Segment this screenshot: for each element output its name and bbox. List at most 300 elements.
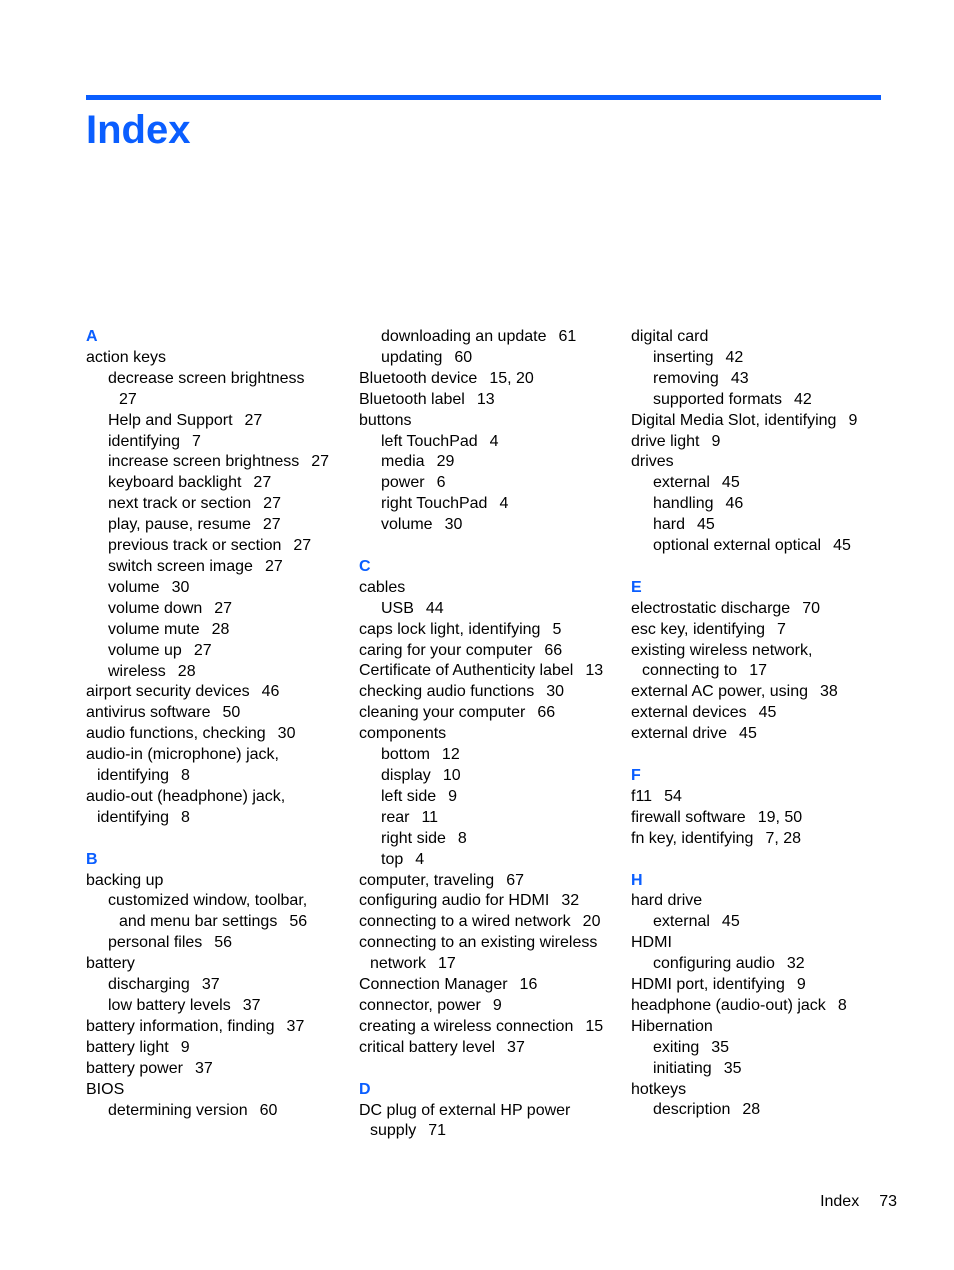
entry-page-ref[interactable]: 45 bbox=[758, 704, 777, 722]
index-entry bbox=[86, 682, 348, 703]
entry-page-ref[interactable]: 4 bbox=[415, 850, 425, 868]
entry-page-ref[interactable]: 42 bbox=[793, 390, 812, 408]
entry-term: volume bbox=[108, 578, 160, 596]
entry-term: and menu bar settings bbox=[119, 913, 278, 931]
index-entry bbox=[86, 703, 348, 724]
entry-term: volume bbox=[381, 516, 433, 534]
section-letter: H bbox=[631, 871, 643, 889]
entry-page-ref[interactable]: 8 bbox=[181, 767, 190, 785]
entry-page-ref[interactable]: 9 bbox=[180, 1038, 190, 1056]
entry-page-ref[interactable]: 30 bbox=[277, 725, 296, 743]
index-section bbox=[359, 557, 621, 1059]
index-entry bbox=[631, 933, 893, 954]
index-entry bbox=[631, 682, 893, 703]
entry-term: play, pause, resume bbox=[108, 516, 251, 534]
entry-page-ref[interactable]: 15, 20 bbox=[489, 369, 534, 387]
index-subentry bbox=[86, 390, 348, 411]
entry-term: identifying bbox=[97, 767, 170, 785]
index-subentry bbox=[86, 411, 348, 432]
entry-page-ref[interactable]: 30 bbox=[546, 683, 565, 701]
index-subentry bbox=[631, 348, 893, 369]
index-entry bbox=[631, 975, 893, 996]
index-entry bbox=[359, 411, 621, 432]
index-entry bbox=[359, 912, 621, 933]
entry-term: decrease screen brightness bbox=[108, 369, 305, 387]
index-entry bbox=[631, 787, 893, 808]
entry-page-ref[interactable]: 27 bbox=[293, 537, 312, 555]
title-rule bbox=[86, 95, 881, 100]
entry-term: switch screen image bbox=[108, 557, 253, 575]
index-entry bbox=[86, 724, 348, 745]
entry-term: cleaning your computer bbox=[359, 704, 526, 722]
entry-term: wireless bbox=[108, 662, 166, 680]
index-subentry bbox=[86, 891, 348, 912]
entry-page-ref[interactable]: 4 bbox=[489, 432, 499, 450]
entry-term: Bluetooth device bbox=[359, 369, 478, 387]
entry-term: critical battery level bbox=[359, 1038, 496, 1056]
entry-term: connector, power bbox=[359, 996, 481, 1014]
entry-page-ref[interactable]: 13 bbox=[476, 390, 495, 408]
entry-term: f11 bbox=[631, 787, 653, 805]
index-subentry bbox=[86, 662, 348, 683]
entry-page-ref[interactable]: 7 bbox=[192, 432, 201, 450]
entry-page-ref[interactable]: 42 bbox=[725, 348, 744, 366]
entry-term: USB bbox=[381, 599, 414, 617]
entry-page-ref[interactable]: 5 bbox=[552, 620, 562, 638]
index-entry bbox=[631, 1017, 893, 1038]
index-entry bbox=[86, 808, 348, 829]
entry-page-ref[interactable]: 9 bbox=[448, 787, 458, 805]
index-subentry bbox=[631, 494, 893, 515]
entry-term: customized window, toolbar, bbox=[108, 892, 308, 910]
index-subentry bbox=[86, 996, 348, 1017]
entry-page-ref[interactable]: 9 bbox=[492, 996, 502, 1014]
entry-page-ref[interactable]: 10 bbox=[442, 767, 461, 785]
entry-term: top bbox=[381, 850, 404, 868]
index-entry bbox=[359, 641, 621, 662]
entry-term: exiting bbox=[653, 1038, 700, 1056]
index-entry bbox=[86, 954, 348, 975]
index-entry bbox=[359, 578, 621, 599]
entry-page-ref[interactable]: 45 bbox=[697, 516, 715, 534]
index-entry bbox=[86, 1080, 348, 1101]
entry-page-ref[interactable]: 56 bbox=[214, 934, 233, 952]
entry-page-ref[interactable]: 6 bbox=[436, 474, 446, 492]
entry-term: battery information, finding bbox=[86, 1017, 275, 1035]
entry-term: components bbox=[359, 725, 447, 743]
entry-term: audio-in (microphone) jack, bbox=[86, 746, 279, 764]
entry-term: volume up bbox=[108, 641, 182, 659]
page-number: 73 bbox=[879, 1193, 897, 1210]
index-subentry bbox=[86, 620, 348, 641]
index-subentry bbox=[631, 954, 893, 975]
index-section bbox=[631, 327, 893, 557]
index-subentry bbox=[86, 599, 348, 620]
entry-page-ref[interactable]: 8 bbox=[457, 829, 467, 847]
entry-term: battery power bbox=[86, 1059, 183, 1077]
index-entry bbox=[359, 871, 621, 892]
entry-page-ref[interactable]: 20 bbox=[582, 913, 601, 931]
entry-term: Help and Support bbox=[108, 411, 233, 429]
entry-term: external drive bbox=[631, 725, 728, 743]
entry-term: HDMI port, identifying bbox=[631, 976, 785, 994]
entry-page-ref[interactable]: 27 bbox=[311, 453, 330, 471]
entry-page-ref[interactable]: 28 bbox=[742, 1101, 761, 1119]
index-section bbox=[359, 1080, 621, 1143]
entry-term: checking audio functions bbox=[359, 683, 535, 701]
entry-page-ref[interactable]: 27 bbox=[214, 599, 233, 617]
index-entry bbox=[359, 1121, 621, 1142]
entry-page-ref[interactable]: 37 bbox=[242, 996, 261, 1014]
index-entry bbox=[359, 661, 621, 682]
page-footer bbox=[820, 1192, 897, 1212]
entry-page-ref[interactable]: 46 bbox=[725, 495, 744, 513]
entry-term: bottom bbox=[381, 746, 430, 764]
index-entry bbox=[86, 1059, 348, 1080]
entry-page-ref[interactable]: 27 bbox=[119, 390, 137, 408]
index-entry bbox=[631, 829, 893, 850]
entry-term: connecting to a wired network bbox=[359, 913, 571, 931]
index-entry bbox=[631, 432, 893, 453]
index-subentry bbox=[359, 829, 621, 850]
entry-term: hotkeys bbox=[631, 1080, 687, 1098]
entry-page-ref[interactable]: 19, 50 bbox=[757, 808, 803, 826]
entry-page-ref[interactable]: 17 bbox=[438, 955, 456, 973]
entry-term: Hibernation bbox=[631, 1017, 713, 1035]
entry-page-ref[interactable]: 37 bbox=[507, 1038, 525, 1056]
entry-page-ref[interactable]: 9 bbox=[711, 432, 721, 450]
entry-term: Digital Media Slot, identifying bbox=[631, 411, 837, 429]
index-entry bbox=[359, 703, 621, 724]
entry-term: buttons bbox=[359, 411, 412, 429]
entry-term: airport security devices bbox=[86, 683, 250, 701]
index-subentry bbox=[86, 515, 348, 536]
index-entry bbox=[86, 766, 348, 787]
entry-page-ref[interactable]: 37 bbox=[286, 1017, 305, 1035]
entry-term: hard drive bbox=[631, 892, 703, 910]
entry-term: connecting to bbox=[642, 662, 738, 680]
entry-term: headphone (audio-out) jack bbox=[631, 996, 826, 1014]
index-entry bbox=[359, 996, 621, 1017]
entry-term: initiating bbox=[653, 1059, 712, 1077]
index-entry bbox=[359, 1038, 621, 1059]
entry-page-ref[interactable]: 27 bbox=[244, 411, 263, 429]
entry-page-ref[interactable]: 15 bbox=[585, 1017, 604, 1035]
index-subentry bbox=[86, 369, 348, 390]
index-entry bbox=[86, 871, 348, 892]
index-subentry bbox=[359, 766, 621, 787]
entry-page-ref[interactable]: 45 bbox=[721, 474, 740, 492]
index-subentry bbox=[86, 578, 348, 599]
entry-term: drive light bbox=[631, 432, 700, 450]
entry-term: low battery levels bbox=[108, 996, 231, 1014]
index-subentry bbox=[631, 390, 893, 411]
entry-page-ref[interactable]: 45 bbox=[739, 725, 757, 743]
entry-term: antivirus software bbox=[86, 704, 211, 722]
index-section bbox=[631, 766, 893, 850]
entry-term: power bbox=[381, 474, 425, 492]
entry-page-ref[interactable]: 37 bbox=[201, 976, 220, 994]
index-subentry bbox=[359, 850, 621, 871]
entry-page-ref[interactable]: 44 bbox=[425, 599, 444, 617]
index-section bbox=[86, 327, 348, 829]
index-subentry bbox=[86, 975, 348, 996]
entry-term: battery bbox=[86, 955, 135, 973]
index-entry bbox=[631, 703, 893, 724]
entry-page-ref[interactable]: 7 bbox=[777, 620, 786, 638]
index-entry bbox=[631, 411, 893, 432]
entry-term: updating bbox=[381, 348, 443, 366]
entry-term: caring for your computer bbox=[359, 641, 533, 659]
page-title: Index bbox=[86, 108, 191, 152]
index-entry bbox=[359, 682, 621, 703]
section-letter: C bbox=[359, 557, 371, 575]
index-entry bbox=[359, 390, 621, 411]
entry-term: discharging bbox=[108, 976, 190, 994]
index-section bbox=[631, 578, 893, 745]
entry-term: drives bbox=[631, 453, 674, 471]
entry-term: identifying bbox=[97, 808, 170, 826]
entry-term: right TouchPad bbox=[381, 495, 488, 513]
entry-term: BIOS bbox=[86, 1080, 125, 1098]
entry-term: esc key, identifying bbox=[631, 620, 765, 638]
entry-page-ref[interactable]: 27 bbox=[262, 516, 281, 534]
entry-term: display bbox=[381, 767, 431, 785]
entry-page-ref[interactable]: 38 bbox=[820, 683, 838, 701]
entry-page-ref[interactable]: 54 bbox=[664, 787, 682, 805]
entry-term: digital card bbox=[631, 328, 709, 345]
footer-label: Index bbox=[820, 1193, 860, 1210]
entry-page-ref[interactable]: 43 bbox=[730, 369, 749, 387]
entry-term: left side bbox=[381, 787, 437, 805]
entry-page-ref[interactable]: 45 bbox=[833, 537, 851, 555]
index-entry bbox=[631, 996, 893, 1017]
entry-page-ref[interactable]: 30 bbox=[171, 578, 190, 596]
index-entry bbox=[631, 891, 893, 912]
entry-term: next track or section bbox=[108, 495, 252, 513]
index-subentry bbox=[631, 1038, 893, 1059]
entry-term: left TouchPad bbox=[381, 432, 478, 450]
index-column-1 bbox=[86, 327, 348, 1121]
index-subentry bbox=[359, 473, 621, 494]
entry-term: supported formats bbox=[653, 390, 782, 408]
entry-page-ref[interactable]: 29 bbox=[436, 453, 455, 471]
entry-page-ref[interactable]: 28 bbox=[177, 662, 196, 680]
entry-term: supply bbox=[370, 1122, 417, 1140]
entry-term: Certificate of Authenticity label bbox=[359, 662, 574, 680]
index-subentry bbox=[359, 745, 621, 766]
index-subentry bbox=[86, 641, 348, 662]
entry-term: DC plug of external HP power bbox=[359, 1101, 571, 1119]
entry-page-ref[interactable]: 67 bbox=[506, 871, 524, 889]
entry-term: backing up bbox=[86, 871, 164, 889]
section-letter: F bbox=[631, 767, 641, 784]
index-column-2 bbox=[359, 327, 621, 1142]
index-subentry bbox=[631, 369, 893, 390]
entry-term: right side bbox=[381, 829, 446, 847]
index-subentry bbox=[86, 473, 348, 494]
entry-term: optional external optical bbox=[653, 537, 822, 555]
index-subentry bbox=[359, 327, 621, 348]
index-entry bbox=[631, 724, 893, 745]
index-subentry bbox=[86, 432, 348, 453]
index-subentry bbox=[631, 1100, 893, 1121]
index-entry bbox=[631, 641, 893, 662]
entry-page-ref[interactable]: 61 bbox=[558, 328, 577, 345]
entry-term: audio-out (headphone) jack, bbox=[86, 787, 286, 805]
index-subentry bbox=[359, 599, 621, 620]
section-letter: E bbox=[631, 578, 642, 596]
entry-term: downloading an update bbox=[381, 328, 547, 345]
entry-term: media bbox=[381, 453, 425, 471]
entry-page-ref[interactable]: 70 bbox=[802, 599, 820, 617]
entry-term: existing wireless network, bbox=[631, 641, 813, 659]
index-entry bbox=[631, 661, 893, 682]
index-subentry bbox=[631, 912, 893, 933]
entry-page-ref[interactable]: 30 bbox=[444, 516, 463, 534]
entry-page-ref[interactable]: 4 bbox=[499, 495, 509, 513]
entry-page-ref[interactable]: 8 bbox=[181, 808, 190, 826]
index-entry bbox=[359, 891, 621, 912]
index-subentry bbox=[359, 452, 621, 473]
index-subentry bbox=[631, 515, 893, 536]
index-subentry bbox=[86, 452, 348, 473]
entry-page-ref[interactable]: 35 bbox=[723, 1059, 742, 1077]
index-entry bbox=[359, 954, 621, 975]
index-entry bbox=[631, 452, 893, 473]
entry-term: network bbox=[370, 955, 427, 973]
entry-page-ref[interactable]: 9 bbox=[848, 411, 858, 429]
index-entry bbox=[359, 1017, 621, 1038]
index-subentry bbox=[86, 1101, 348, 1122]
entry-term: cables bbox=[359, 578, 406, 596]
entry-term: fn key, identifying bbox=[631, 829, 754, 847]
entry-page-ref[interactable]: 8 bbox=[837, 996, 847, 1014]
entry-page-ref[interactable]: 35 bbox=[711, 1038, 730, 1056]
entry-term: battery light bbox=[86, 1038, 169, 1056]
entry-page-ref[interactable]: 56 bbox=[289, 913, 308, 931]
index-column-3 bbox=[631, 327, 893, 1121]
entry-term: HDMI bbox=[631, 934, 672, 952]
entry-term: Connection Manager bbox=[359, 976, 508, 994]
index-subentry bbox=[631, 1059, 893, 1080]
index-entry bbox=[86, 348, 348, 369]
index-section bbox=[359, 327, 621, 536]
entry-term: connecting to an existing wireless bbox=[359, 934, 598, 952]
entry-page-ref[interactable]: 46 bbox=[261, 683, 280, 701]
entry-term: volume down bbox=[108, 599, 203, 617]
entry-term: configuring audio for HDMI bbox=[359, 892, 550, 910]
index-entry bbox=[631, 327, 893, 348]
entry-term: external devices bbox=[631, 704, 747, 722]
index-entry bbox=[631, 808, 893, 829]
entry-page-ref[interactable]: 71 bbox=[428, 1122, 447, 1140]
entry-page-ref[interactable]: 27 bbox=[264, 557, 283, 575]
index-subentry bbox=[86, 912, 348, 933]
index-entry bbox=[631, 1080, 893, 1101]
index-subentry bbox=[359, 494, 621, 515]
section-letter: A bbox=[86, 328, 98, 345]
entry-page-ref[interactable]: 60 bbox=[259, 1101, 278, 1119]
entry-term: determining version bbox=[108, 1101, 248, 1119]
index-entry bbox=[631, 620, 893, 641]
index-section bbox=[86, 850, 348, 1122]
entry-page-ref[interactable]: 7, 28 bbox=[765, 829, 802, 847]
entry-term: action keys bbox=[86, 348, 167, 366]
index-entry bbox=[359, 1101, 621, 1122]
entry-page-ref[interactable]: 13 bbox=[585, 662, 604, 680]
entry-page-ref[interactable]: 66 bbox=[537, 704, 556, 722]
entry-page-ref[interactable]: 27 bbox=[193, 641, 212, 659]
entry-page-ref[interactable]: 50 bbox=[222, 704, 241, 722]
entry-term: hard bbox=[653, 516, 686, 534]
index-subentry bbox=[359, 808, 621, 829]
entry-page-ref[interactable]: 60 bbox=[454, 348, 473, 366]
entry-page-ref[interactable]: 27 bbox=[263, 495, 281, 513]
entry-term: external bbox=[653, 474, 710, 492]
index-entry bbox=[86, 1017, 348, 1038]
entry-page-ref[interactable]: 45 bbox=[721, 913, 740, 931]
entry-term: increase screen brightness bbox=[108, 453, 300, 471]
index-subentry bbox=[86, 933, 348, 954]
index-subentry bbox=[631, 536, 893, 557]
entry-term: computer, traveling bbox=[359, 871, 495, 889]
entry-term: keyboard backlight bbox=[108, 474, 242, 492]
entry-term: creating a wireless connection bbox=[359, 1017, 574, 1035]
entry-term: Bluetooth label bbox=[359, 390, 465, 408]
entry-term: handling bbox=[653, 495, 714, 513]
section-letter: B bbox=[86, 850, 98, 868]
index-subentry bbox=[359, 787, 621, 808]
entry-page-ref[interactable]: 32 bbox=[561, 892, 580, 910]
index-entry bbox=[86, 787, 348, 808]
index-entry bbox=[359, 369, 621, 390]
index-entry bbox=[359, 724, 621, 745]
entry-page-ref[interactable]: 16 bbox=[519, 976, 538, 994]
index-subentry bbox=[359, 348, 621, 369]
index-subentry bbox=[86, 557, 348, 578]
index-entry bbox=[359, 975, 621, 996]
index-subentry bbox=[359, 432, 621, 453]
index-subentry bbox=[631, 473, 893, 494]
entry-page-ref[interactable]: 17 bbox=[749, 662, 767, 680]
entry-page-ref[interactable]: 28 bbox=[211, 620, 230, 638]
index-entry bbox=[631, 599, 893, 620]
entry-term: electrostatic discharge bbox=[631, 599, 791, 617]
entry-page-ref[interactable]: 32 bbox=[786, 955, 805, 973]
entry-page-ref[interactable]: 27 bbox=[253, 474, 272, 492]
entry-term: external bbox=[653, 913, 710, 931]
entry-term: identifying bbox=[108, 432, 181, 450]
entry-page-ref[interactable]: 12 bbox=[441, 746, 460, 764]
index-entry bbox=[86, 745, 348, 766]
entry-term: caps lock light, identifying bbox=[359, 620, 541, 638]
entry-term: configuring audio bbox=[653, 955, 775, 973]
entry-page-ref[interactable]: 11 bbox=[421, 808, 439, 826]
index-subentry bbox=[86, 494, 348, 515]
entry-term: volume mute bbox=[108, 620, 200, 638]
entry-term: previous track or section bbox=[108, 537, 282, 555]
entry-term: inserting bbox=[653, 348, 714, 366]
index-entry bbox=[86, 1038, 348, 1059]
entry-term: removing bbox=[653, 369, 719, 387]
entry-term: firewall software bbox=[631, 808, 746, 826]
index-section bbox=[631, 871, 893, 1122]
entry-page-ref[interactable]: 37 bbox=[194, 1059, 213, 1077]
entry-page-ref[interactable]: 66 bbox=[544, 641, 563, 659]
index-subentry bbox=[359, 515, 621, 536]
entry-page-ref[interactable]: 9 bbox=[796, 976, 806, 994]
